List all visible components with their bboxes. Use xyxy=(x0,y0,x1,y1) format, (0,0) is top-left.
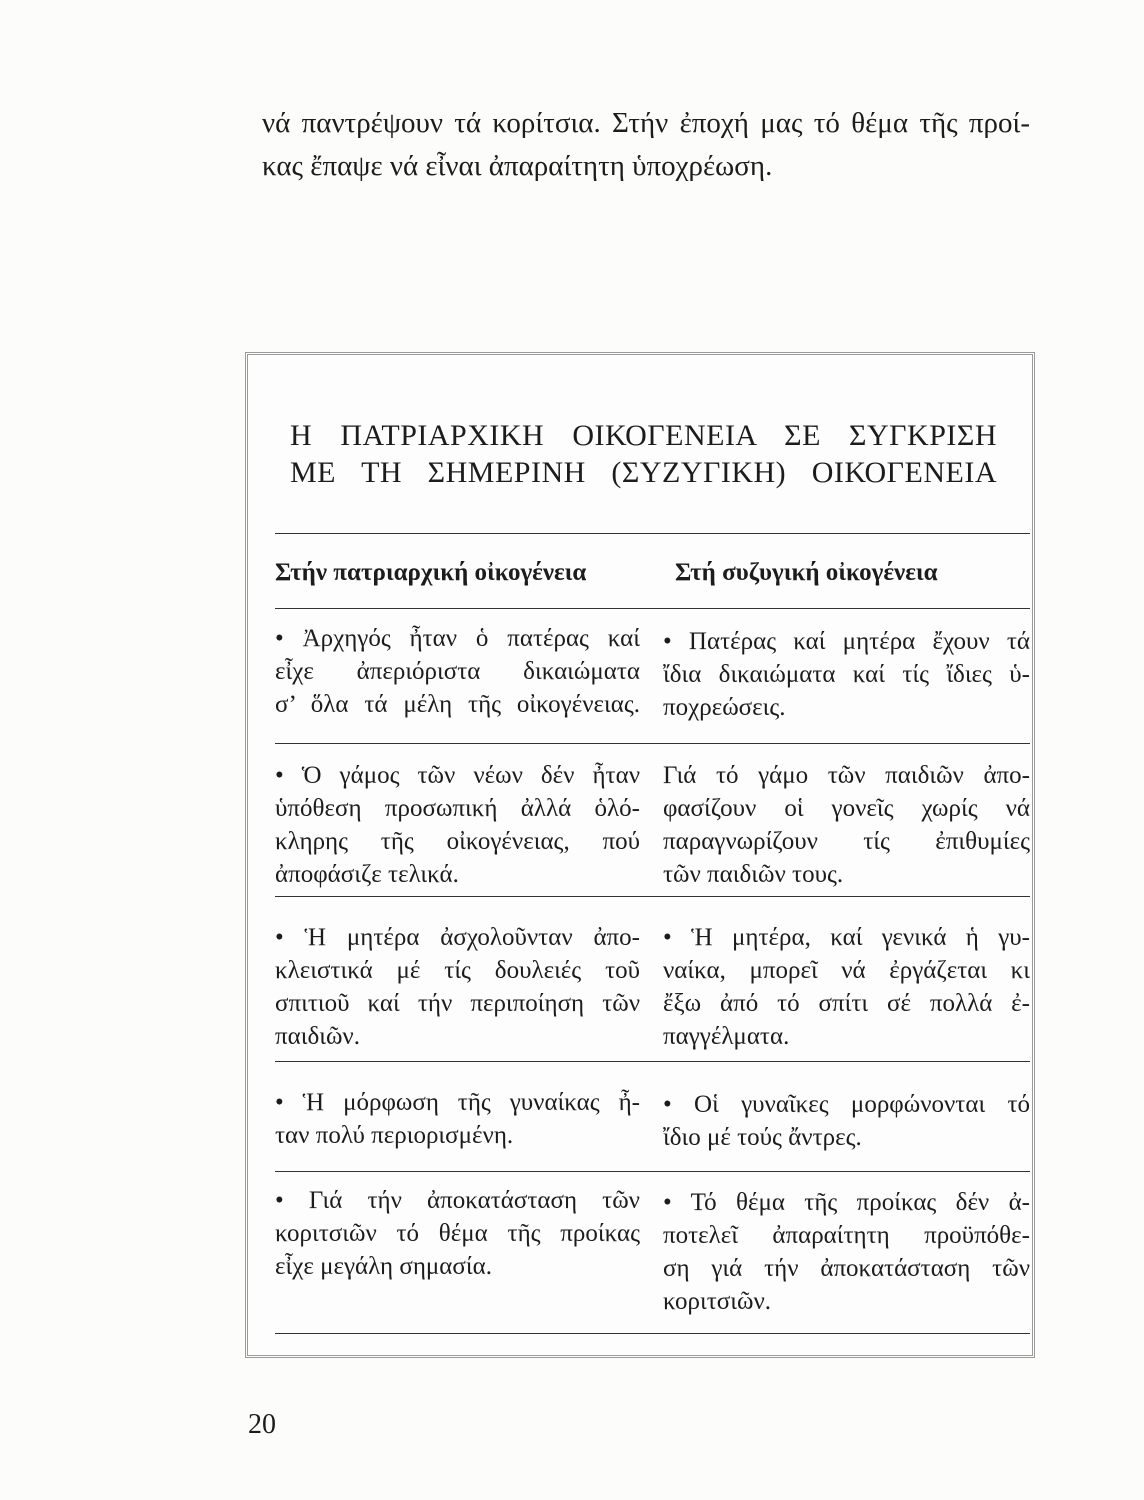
table-row-cell-right xyxy=(663,1088,1030,1154)
divider-rule xyxy=(275,608,1030,609)
cell-line: ἴδια δικαιώματα καί τίς ἴδιες ὑ- xyxy=(663,661,1030,688)
cell-line: • Ἀρχηγός ἦταν ὁ πατέρας καί xyxy=(275,625,640,652)
cell-line: κοριτσιῶν. xyxy=(663,1288,772,1315)
cell-line: σ’ ὅλα τά μέλη τῆς οἰκογένειας. xyxy=(275,691,640,718)
cell-line: • Τό θέμα τῆς προίκας δέν ἀ- xyxy=(663,1189,1030,1216)
cell-line: • Ἡ μητέρα, καί γενικά ἡ γυ- xyxy=(663,924,1030,951)
divider-rule xyxy=(275,533,1030,534)
cell-line: ναίκα, μπορεῖ νά ἐργάζεται κι xyxy=(663,957,1030,984)
cell-line: κληρης τῆς οἰκογένειας, πού xyxy=(275,828,640,855)
comparison-box xyxy=(245,352,1035,1358)
divider-rule xyxy=(275,1061,1030,1062)
box-title-line: ΜΕ ΤΗ ΣΗΜΕΡΙΝΗ (ΣΥΖΥΓΙΚΗ) ΟΙΚΟΓΕΝΕΙΑ xyxy=(290,456,997,489)
divider-rule xyxy=(275,743,1030,744)
divider-rule xyxy=(275,1171,1030,1172)
table-row-cell-left xyxy=(275,759,640,891)
intro-line: κας ἔπαψε νά εἶναι ἀπαραίτητη ὑποχρέωση. xyxy=(262,150,773,182)
cell-line: Γιά τό γάμο τῶν παιδιῶν ἀπο- xyxy=(663,762,1030,789)
cell-line: ποχρεώσεις. xyxy=(663,694,786,721)
intro-paragraph xyxy=(262,102,1030,188)
cell-line: παραγνωρίζουν τίς ἐπιθυμίες xyxy=(663,828,1030,855)
table-row-cell-right xyxy=(663,1186,1030,1318)
table-row-cell-right xyxy=(663,921,1030,1053)
cell-line: ποτελεῖ ἀπαραίτητη προϋπόθε- xyxy=(663,1222,1030,1249)
intro-line: νά παντρέψουν τά κορίτσια. Στήν ἐποχή μας τό θέμα τῆς προί- xyxy=(262,107,1030,139)
cell-line: εἶχε ἀπεριόριστα δικαιώματα xyxy=(275,658,640,685)
page-number: 20 xyxy=(248,1409,276,1440)
cell-line: • Ἡ μόρφωση τῆς γυναίκας ἦ- xyxy=(275,1089,640,1116)
cell-line: τῶν παιδιῶν τους. xyxy=(663,861,844,888)
cell-line: ἴδιο μέ τούς ἄντρες. xyxy=(663,1124,862,1151)
column-header-patriarchal: Στήν πατριαρχική οἰκογένεια xyxy=(275,559,587,586)
cell-line: • Ὁ γάμος τῶν νέων δέν ἦταν xyxy=(275,762,640,789)
divider-rule xyxy=(275,1333,1030,1334)
cell-line: κλειστικά μέ τίς δουλειές τοῦ xyxy=(275,957,640,984)
table-row-cell-right xyxy=(663,759,1030,891)
table-row-cell-right xyxy=(663,625,1030,724)
cell-line: ὑπόθεση προσωπική ἀλλά ὁλό- xyxy=(275,795,640,822)
cell-line: ἔξω ἀπό τό σπίτι σέ πολλά ἐ- xyxy=(663,990,1030,1017)
cell-line: • Γιά τήν ἀποκατάσταση τῶν xyxy=(275,1187,640,1214)
cell-line: ση γιά τήν ἀποκατάσταση τῶν xyxy=(663,1255,1030,1282)
column-header-conjugal: Στή συζυγική οἰκογένεια xyxy=(675,559,938,586)
cell-line: ταν πολύ περιορισμένη. xyxy=(275,1122,514,1149)
cell-line: παιδιῶν. xyxy=(275,1023,360,1050)
cell-line: παγγέλματα. xyxy=(663,1023,790,1050)
cell-line: ἀποφάσιζε τελικά. xyxy=(275,861,459,888)
table-row-cell-left xyxy=(275,622,640,721)
table-row-cell-left xyxy=(275,1184,640,1283)
cell-line: • Πατέρας καί μητέρα ἔχουν τά xyxy=(663,628,1030,655)
divider-rule xyxy=(275,896,1030,897)
cell-line: • Οἱ γυναῖκες μορφώνονται τό xyxy=(663,1091,1030,1118)
cell-line: σπιτιοῦ καί τήν περιποίηση τῶν xyxy=(275,990,640,1017)
cell-line: κοριτσιῶν τό θέμα τῆς προίκας xyxy=(275,1220,640,1247)
table-row-cell-left xyxy=(275,921,640,1053)
cell-line: φασίζουν οἱ γονεῖς χωρίς νά xyxy=(663,795,1030,822)
table-row-cell-left xyxy=(275,1086,640,1152)
box-title-line: Η ΠΑΤΡΙΑΡΧΙΚΗ ΟΙΚΟΓΕΝΕΙΑ ΣΕ ΣΥΓΚΡΙΣΗ xyxy=(290,419,997,452)
box-title xyxy=(290,417,997,491)
cell-line: • Ἡ μητέρα ἀσχολοῦνταν ἀπο- xyxy=(275,924,640,951)
cell-line: εἶχε μεγάλη σημασία. xyxy=(275,1253,492,1280)
